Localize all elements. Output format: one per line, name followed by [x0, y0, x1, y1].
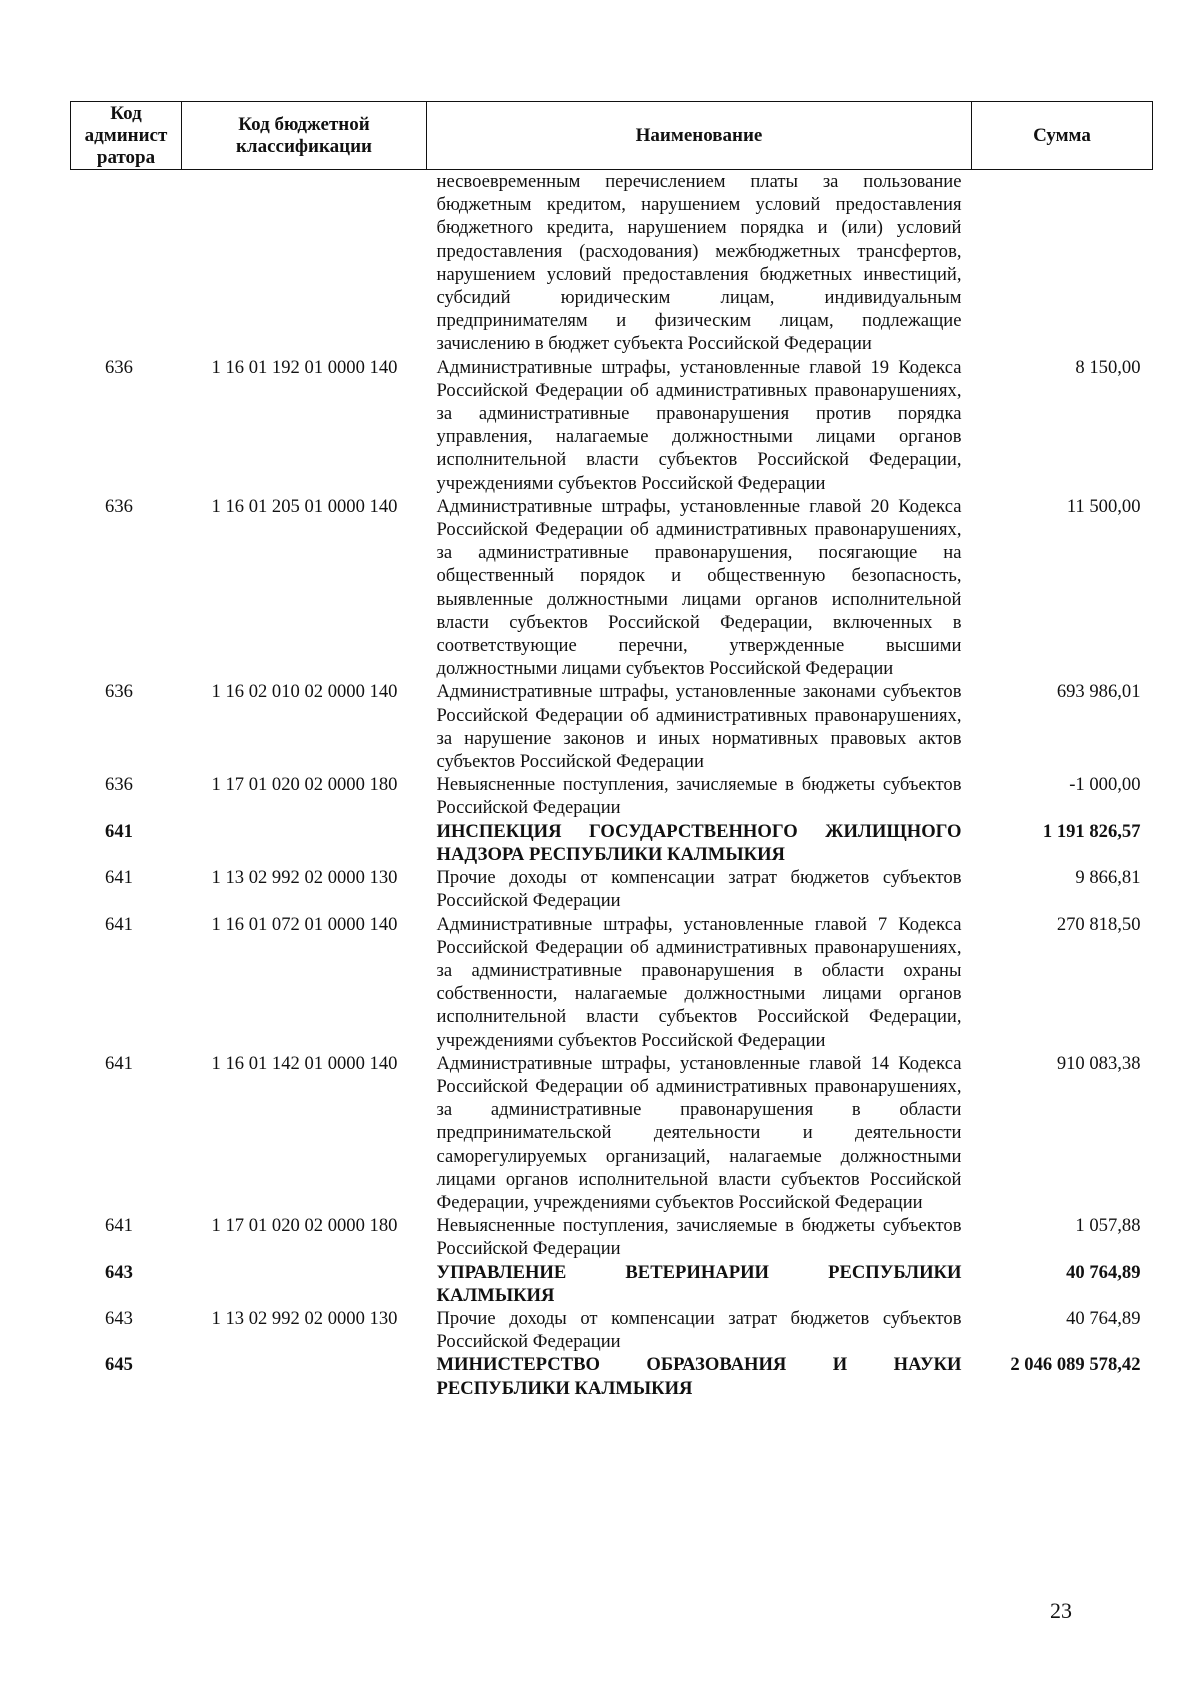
row-name: МИНИСТЕРСТВО ОБРАЗОВАНИЯ И НАУКИ РЕСПУБЛИКИ КАЛМЫКИЯ — [436, 1354, 962, 1399]
table-row — [71, 1214, 1153, 1260]
row-sum: 11 500,00 — [1066, 495, 1141, 517]
row-admin-code: 641 — [105, 913, 133, 935]
row-admin-code: 643 — [105, 1261, 133, 1283]
row-name: Невыясненные поступления, зачисляемые в бюджеты субъектов Российской Федерации — [436, 774, 962, 819]
table-row — [71, 1052, 1153, 1214]
row-admin-code: 645 — [105, 1354, 133, 1376]
row-budget-code: 1 13 02 992 02 0000 130 — [211, 867, 398, 889]
page-number: 23 — [1050, 1598, 1072, 1623]
header-admin-code: Код админист ратора — [71, 102, 182, 170]
row-sum: 40 764,89 — [1066, 1307, 1141, 1329]
header-name: Наименование — [427, 102, 972, 170]
row-sum: 1 191 826,57 — [1042, 820, 1141, 842]
row-admin-code — [71, 170, 182, 356]
row-name: Административные штрафы, установленные главой 14 Кодекса Российской Федерации об административных правонарушениях, за административные правонарушения в области предпринимательской деятельности и деятельности саморегулируемых организаций, налагаемые должностными лицами органов исполнительной власти субъектов Российской Федерации, учреждениями субъектов Российской Федерации — [436, 1052, 962, 1213]
row-sum: 910 083,38 — [1056, 1052, 1141, 1074]
header-budget-code: Код бюджетной классификации — [182, 102, 427, 170]
row-budget-code: 1 17 01 020 02 0000 180 — [211, 774, 398, 796]
row-name: Административные штрафы, установленные законами субъектов Российской Федерации об административных правонарушениях, за нарушение законов и иных нормативных правовых актов субъектов Российской Федерации — [436, 681, 962, 773]
row-sum: -1 000,00 — [1069, 774, 1141, 796]
row-admin-code: 641 — [105, 1215, 133, 1237]
row-sum: 2 046 089 578,42 — [1010, 1354, 1141, 1376]
table-header-row — [71, 102, 1153, 170]
row-name: Прочие доходы от компенсации затрат бюджетов субъектов Российской Федерации — [436, 867, 962, 912]
row-sum: 693 986,01 — [1056, 681, 1141, 703]
table-row — [71, 773, 1153, 819]
row-budget-code: 1 16 01 192 01 0000 140 — [211, 356, 398, 378]
table-row — [71, 1307, 1153, 1353]
row-name: Административные штрафы, установленные главой 7 Кодекса Российской Федерации об административных правонарушениях, за административные правонарушения в области охраны собственности, налагаемые должностными лицами органов исполнительной власти субъектов Российской Федерации, учреждениями субъектов Российской Федерации — [436, 913, 962, 1051]
row-sum — [972, 170, 1153, 356]
table-row — [71, 170, 1153, 356]
row-admin-code: 641 — [105, 820, 133, 842]
row-sum: 1 057,88 — [1075, 1215, 1141, 1237]
row-budget-code: 1 17 01 020 02 0000 180 — [211, 1215, 398, 1237]
table-row — [71, 913, 1153, 1052]
row-sum: 270 818,50 — [1056, 913, 1141, 935]
row-budget-code — [182, 1261, 427, 1307]
row-name: Административные штрафы, установленные главой 20 Кодекса Российской Федерации об административных правонарушениях, за административные правонарушения, посягающие на общественный порядок и общественную безопасность, выявленные должностными лицами органов исполнительной власти субъектов Российской Федерации, включенных в соответствующие перечни, утвержденные высшими должностными лицами субъектов Российской Федерации — [436, 495, 962, 680]
row-admin-code: 636 — [105, 774, 133, 796]
row-name: УПРАВЛЕНИЕ ВЕТЕРИНАРИИ РЕСПУБЛИКИ КАЛМЫКИЯ — [436, 1261, 962, 1306]
row-name: Прочие доходы от компенсации затрат бюджетов субъектов Российской Федерации — [436, 1307, 962, 1353]
table-row — [71, 495, 1153, 681]
row-sum: 40 764,89 — [1066, 1261, 1141, 1283]
row-name: Невыясненные поступления, зачисляемые в бюджеты субъектов Российской Федерации — [436, 1215, 962, 1260]
row-budget-code: 1 16 01 072 01 0000 140 — [211, 913, 398, 935]
row-budget-code: 1 16 01 142 01 0000 140 — [211, 1052, 398, 1074]
row-admin-code: 636 — [105, 681, 133, 703]
row-admin-code: 641 — [105, 867, 133, 889]
table-row — [71, 680, 1153, 773]
row-budget-code — [182, 170, 427, 356]
row-sum: 9 866,81 — [1075, 867, 1141, 889]
table-row — [71, 866, 1153, 912]
row-name: несвоевременным перечислением платы за пользование бюджетным кредитом, нарушением условий предоставления бюджетного кредита, нарушением порядка и (или) условий предоставления (расходования) межбюджетных трансфертов, нарушением условий предоставления бюджетных инвестиций, субсидий юридическим лицам, индивидуальным предпринимателям и физическим лицам, подлежащие зачислению в бюджет субъекта Российской Федерации — [436, 171, 962, 355]
row-admin-code: 636 — [105, 495, 133, 517]
row-sum: 8 150,00 — [1075, 356, 1141, 378]
row-admin-code: 643 — [105, 1307, 133, 1329]
row-budget-code: 1 16 01 205 01 0000 140 — [211, 495, 398, 517]
row-budget-code — [182, 820, 427, 866]
row-name: Административные штрафы, установленные главой 19 Кодекса Российской Федерации об административных правонарушениях, за административные правонарушения против порядка управления, налагаемые должностными лицами органов исполнительной власти субъектов Российской Федерации, учреждениями субъектов Российской Федерации — [436, 356, 962, 494]
row-admin-code: 641 — [105, 1052, 133, 1074]
row-budget-code: 1 16 02 010 02 0000 140 — [211, 681, 398, 703]
row-name: ИНСПЕКЦИЯ ГОСУДАРСТВЕННОГО ЖИЛИЩНОГО НАДЗОРА РЕСПУБЛИКИ КАЛМЫКИЯ — [436, 820, 962, 865]
row-budget-code — [182, 1353, 427, 1399]
table-row — [71, 820, 1153, 866]
table-row — [71, 1353, 1153, 1399]
table-row — [71, 1261, 1153, 1307]
header-sum: Сумма — [972, 102, 1153, 170]
row-budget-code: 1 13 02 992 02 0000 130 — [211, 1307, 398, 1329]
table-row — [71, 356, 1153, 495]
budget-table — [70, 101, 1153, 1400]
row-admin-code: 636 — [105, 356, 133, 378]
